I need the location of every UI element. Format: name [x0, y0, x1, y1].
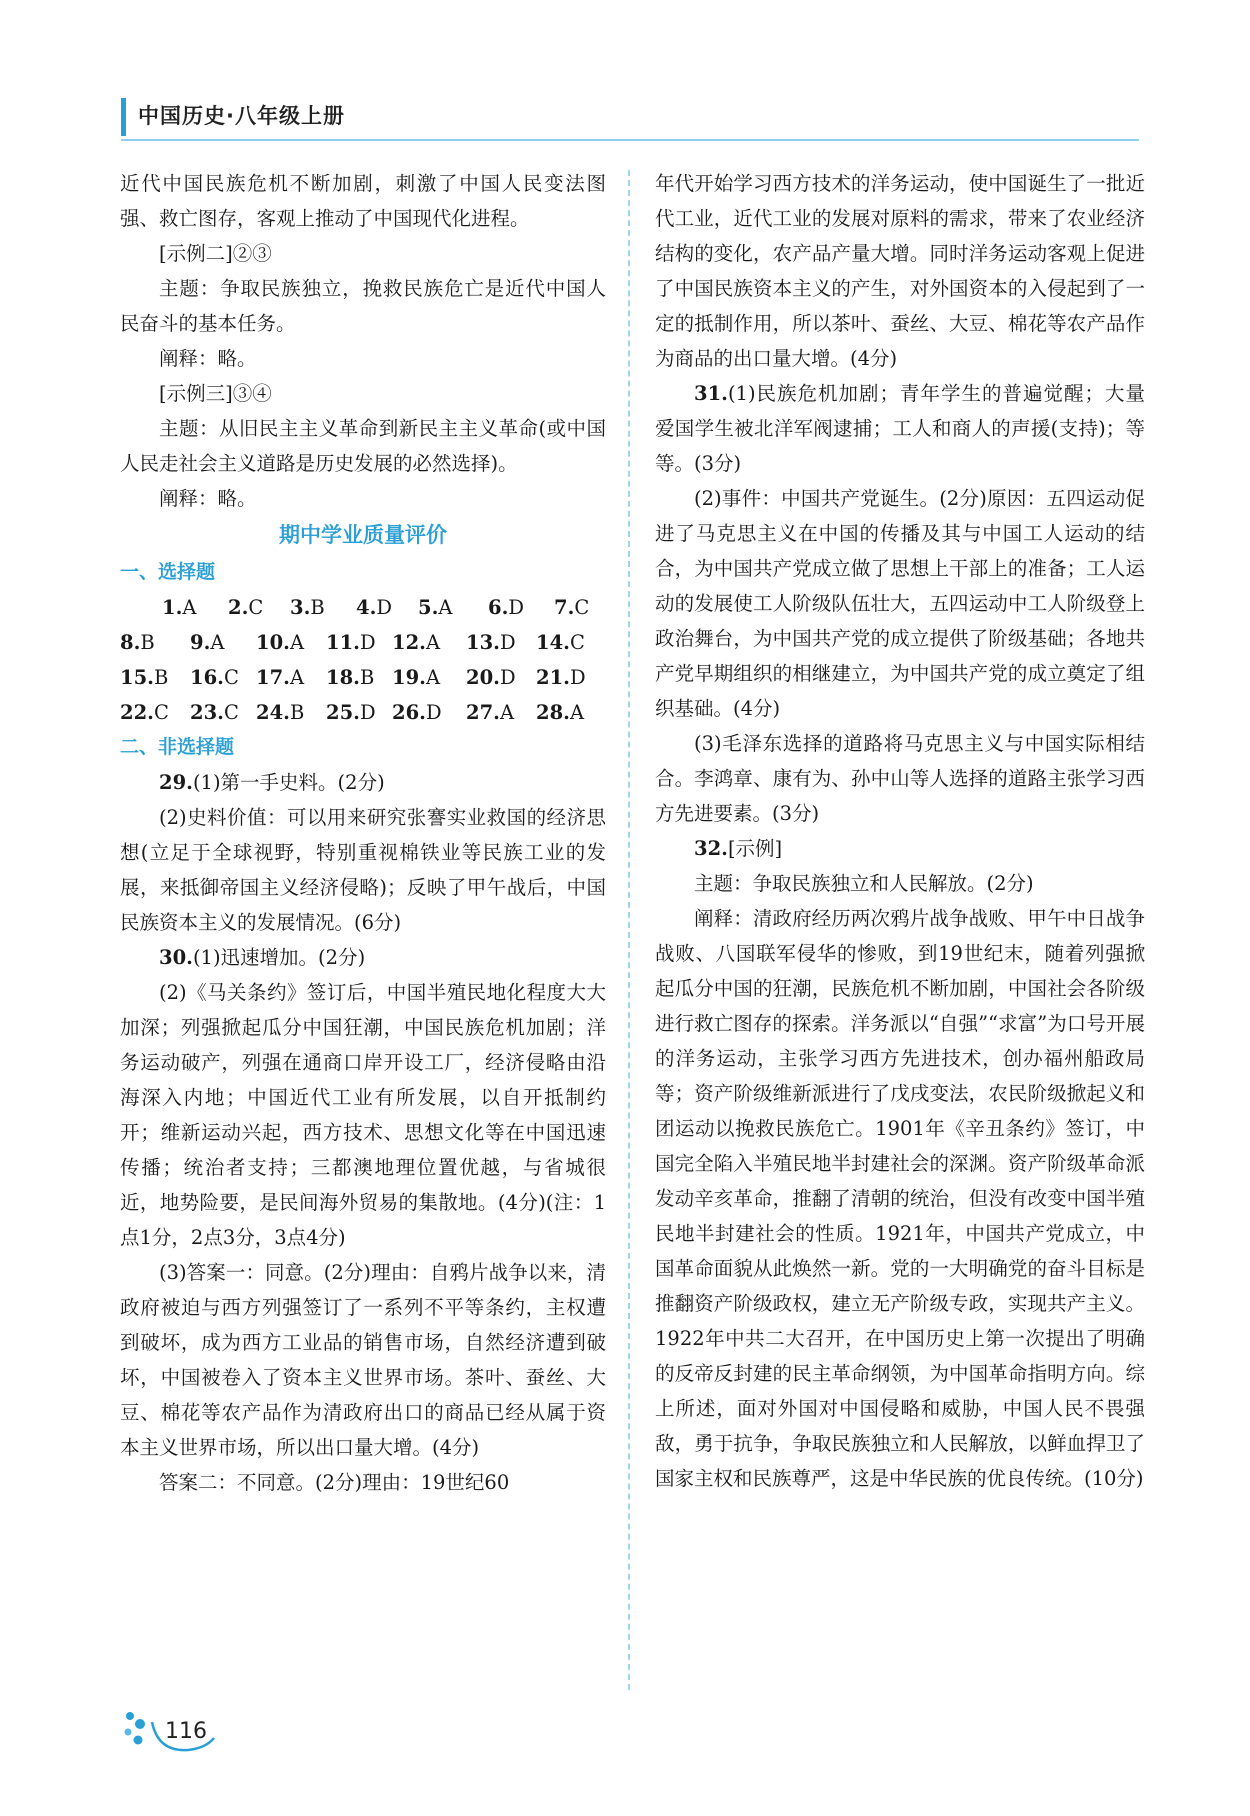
paragraph: 主题：争取民族独立，挽救民族危亡是近代中国人民奋斗的基本任务。 — [120, 277, 606, 335]
question-number: 32. — [694, 837, 728, 860]
answer-item — [120, 625, 190, 660]
answer-letter: A — [289, 631, 305, 654]
answer-number: 7. — [554, 596, 575, 619]
answer-number: 19. — [392, 666, 426, 689]
answer-letter: A — [569, 701, 585, 724]
question-32-label: 32.[示例] — [694, 837, 783, 860]
question-30-part-3: (3)答案一：同意。(2分)理由：自鸦片战争以来，清政府被迫与西方列强签订了一系列不平等条约，主权遭到破坏，成为西方工业品的销售市场，自然经济遭到破坏，中国被卷入了资本主义世界市场。茶叶、蚕丝、大豆、棉花等农产品作为清政府出口的商品已经从属于资本主义世界市场，所以出口量大增。(4分) — [120, 1261, 606, 1459]
answer-letter: D — [499, 666, 516, 689]
answer-letter: A — [289, 666, 305, 689]
answer-item — [256, 660, 326, 695]
answer-item — [392, 660, 466, 695]
answer-number: 14. — [536, 631, 570, 654]
answer-number: 24. — [256, 701, 290, 724]
answer-number: 4. — [356, 596, 377, 619]
answer-item — [120, 660, 190, 695]
question-30-part-4: 答案二：不同意。(2分)理由：19世纪60 — [159, 1471, 510, 1494]
answer-letter: A — [438, 596, 453, 619]
answer-number: 26. — [392, 701, 426, 724]
answer-item — [536, 695, 596, 730]
answer-row — [120, 590, 606, 625]
answer-letter: D — [508, 596, 524, 619]
answer-item — [290, 590, 356, 625]
answer-row — [120, 625, 606, 660]
answer-letter: A — [425, 666, 441, 689]
answer-letter: B — [140, 631, 155, 654]
answer-item — [190, 625, 256, 660]
answer-item — [488, 590, 554, 625]
answer-item — [228, 590, 290, 625]
answer-number: 10. — [256, 631, 290, 654]
paragraph-continued: 年代开始学习西方技术的洋务运动，使中国诞生了一批近代工业，近代工业的发展对原料的需求，带来了农业经济结构的变化，农产品产量大增。同时洋务运动客观上促进了中国民族资本主义的产生，对外国资本的入侵起到了一定的抵制作用，所以茶叶、蚕丝、大豆、棉花等农产品作为商品的出口量大增。(4分) — [655, 172, 1145, 370]
answer-item — [326, 695, 392, 730]
answer-item — [392, 695, 466, 730]
answer-item — [554, 590, 610, 625]
answer-letter: D — [499, 631, 516, 654]
question-31-part-2: (2)事件：中国共产党诞生。(2分)原因：五四运动促进了马克思主义在中国的传播及其与中国工人运动的结合，为中国共产党成立做了思想上干部上的准备；工人运动的发展使工人阶级队伍壮大，五四运动中工人阶级登上政治舞台，为中国共产党的成立提供了阶级基础；各地共产党早期组织的相继建立，为中国共产党的成立奠定了组织基础。(4分) — [655, 487, 1145, 720]
answer-letter: C — [153, 701, 169, 724]
answer-item — [256, 695, 326, 730]
answer-letter: C — [248, 596, 264, 619]
answer-letter: A — [210, 631, 225, 654]
answer-letter: C — [223, 666, 239, 689]
answer-letter: A — [425, 631, 441, 654]
answer-letter: B — [289, 701, 305, 724]
answer-letter: B — [153, 666, 169, 689]
answer-number: 12. — [392, 631, 426, 654]
answer-number: 20. — [466, 666, 500, 689]
answer-number: 25. — [326, 701, 360, 724]
answer-number: 9. — [190, 631, 211, 654]
section-heading: 一、选择题 — [120, 561, 216, 583]
answer-item — [162, 590, 228, 625]
answer-item — [326, 625, 392, 660]
answer-item — [190, 660, 256, 695]
answer-number: 15. — [120, 666, 154, 689]
answer-row — [120, 695, 606, 730]
answer-letter: D — [359, 701, 376, 724]
answer-number: 28. — [536, 701, 570, 724]
answer-item — [356, 590, 418, 625]
question-number: 31. — [694, 382, 728, 405]
paragraph: 阐释：略。 — [159, 487, 257, 510]
left-column — [120, 166, 606, 1500]
answer-item — [326, 660, 392, 695]
answer-number: 22. — [120, 701, 154, 724]
answer-number: 8. — [120, 631, 141, 654]
column-divider — [628, 170, 630, 1690]
answer-item — [256, 625, 326, 660]
answer-number: 27. — [466, 701, 500, 724]
multiple-choice-answers — [120, 590, 606, 730]
answer-item — [466, 660, 536, 695]
answer-letter: D — [376, 596, 392, 619]
question-32-theme: 主题：争取民族独立和人民解放。(2分) — [694, 872, 1034, 895]
page-header — [0, 0, 1250, 140]
question-30-part-1: 30.(1)迅速增加。(2分) — [159, 946, 366, 969]
answer-item — [466, 625, 536, 660]
answer-row — [120, 660, 606, 695]
answer-number: 3. — [290, 596, 311, 619]
answer-number: 23. — [190, 701, 224, 724]
page-number: 116 — [165, 1719, 207, 1744]
answer-number: 11. — [326, 631, 360, 654]
answer-item — [190, 695, 256, 730]
paragraph: 主题：从旧民主主义革命到新民主主义革命(或中国人民走社会主义道路是历史发展的必然选择)。 — [120, 417, 606, 475]
header-rule — [121, 139, 1139, 141]
example-label: [示例三]③④ — [159, 382, 272, 405]
question-29-part-2: (2)史料价值：可以用来研究张謇实业救国的经济思想(立足于全球视野，特别重视棉铁业等民族工业的发展，来抵御帝国主义经济侵略)；反映了甲午战后，中国民族资本主义的发展情况。(6分) — [120, 806, 606, 934]
answer-number: 17. — [256, 666, 290, 689]
question-number: 29. — [159, 771, 193, 794]
answer-item — [536, 660, 596, 695]
answer-item — [120, 695, 190, 730]
answer-letter: D — [359, 631, 376, 654]
answer-number: 6. — [488, 596, 509, 619]
question-30-part-2: (2)《马关条约》签订后，中国半殖民地化程度大大加深；列强掀起瓜分中国狂潮，中国民族危机加剧；洋务运动破产，列强在通商口岸开设工厂，经济侵略由沿海深入内地；中国近代工业有所发展，以自开抵制约开；维新运动兴起，西方技术、思想文化等在中国迅速传播；统治者支持；三都澳地理位置优越，与省城很近，地势险要，是民间海外贸易的集散地。(4分)(注：1点1分，2点3分，3点4分) — [120, 981, 606, 1249]
answer-number: 13. — [466, 631, 500, 654]
answer-item — [418, 590, 488, 625]
question-31-part-1: 31.(1)民族危机加剧；青年学生的普遍觉醒；大量爱国学生被北洋军阀逮捕；工人和商人的声援(支持)；等等。(3分) — [655, 382, 1145, 475]
answer-letter: A — [499, 701, 515, 724]
answer-letter: C — [223, 701, 239, 724]
question-29-part-1: 29.(1)第一手史料。(2分) — [159, 771, 385, 794]
answer-letter: B — [359, 666, 375, 689]
answer-number: 2. — [228, 596, 249, 619]
answer-item — [392, 625, 466, 660]
answer-letter: D — [425, 701, 442, 724]
question-31-part-3: (3)毛泽东选择的道路将马克思主义与中国实际相结合。李鸿章、康有为、孙中山等人选择的道路主张学习西方先进要素。(3分) — [655, 732, 1145, 825]
answer-letter: B — [310, 596, 325, 619]
example-label: [示例二]②③ — [159, 242, 272, 265]
answer-number: 1. — [162, 596, 183, 619]
exam-title: 期中学业质量评价 — [279, 523, 447, 547]
answer-letter: C — [569, 631, 585, 654]
section-heading: 二、非选择题 — [120, 736, 235, 758]
right-column — [655, 166, 1145, 1496]
paragraph: 阐释：略。 — [159, 347, 257, 370]
question-number: 30. — [159, 946, 193, 969]
book-title: 中国历史·八年级上册 — [138, 104, 345, 128]
answer-letter: D — [569, 666, 586, 689]
answer-number: 18. — [326, 666, 360, 689]
question-32-explanation: 阐释：清政府经历两次鸦片战争战败、甲午中日战争战败、八国联军侵华的惨败，到19世纪末，随着列强掀起瓜分中国的狂潮，民族危机不断加剧，中国社会各阶级进行救亡图存的探索。洋务派以“自强”“求富”为口号开展的洋务运动，主张学习西方先进技术，创办福州船政局等；资产阶级维新派进行了戊戌变法，农民阶级掀起义和团运动以挽救民族危亡。1901年《辛丑条约》签订，中国完全陷入半殖民地半封建社会的深渊。资产阶级革命派发动辛亥革命，推翻了清朝的统治，但没有改变中国半殖民地半封建社会的性质。1921年，中国共产党成立，中国革命面貌从此焕然一新。党的一大明确党的奋斗目标是推翻资产阶级政权，建立无产阶级专政，实现共产主义。1922年中共二大召开，在中国历史上第一次提出了明确的反帝反封建的民主革命纲领，为中国革命指明方向。综上所述，面对外国对中国侵略和威胁，中国人民不畏强敌，勇于抗争，争取民族独立和人民解放，以鲜血捍卫了国家主权和民族尊严，这是中华民族的优良传统。(10分) — [655, 907, 1145, 1490]
answer-item — [536, 625, 596, 660]
answer-letter: A — [182, 596, 197, 619]
answer-letter: C — [574, 596, 590, 619]
answer-number: 21. — [536, 666, 570, 689]
answer-number: 16. — [190, 666, 224, 689]
answer-item — [466, 695, 536, 730]
header-accent-bar — [121, 98, 126, 136]
paragraph: 近代中国民族危机不断加剧，刺激了中国人民变法图强、救亡图存，客观上推动了中国现代化进程。 — [120, 172, 606, 230]
answer-number: 5. — [418, 596, 439, 619]
